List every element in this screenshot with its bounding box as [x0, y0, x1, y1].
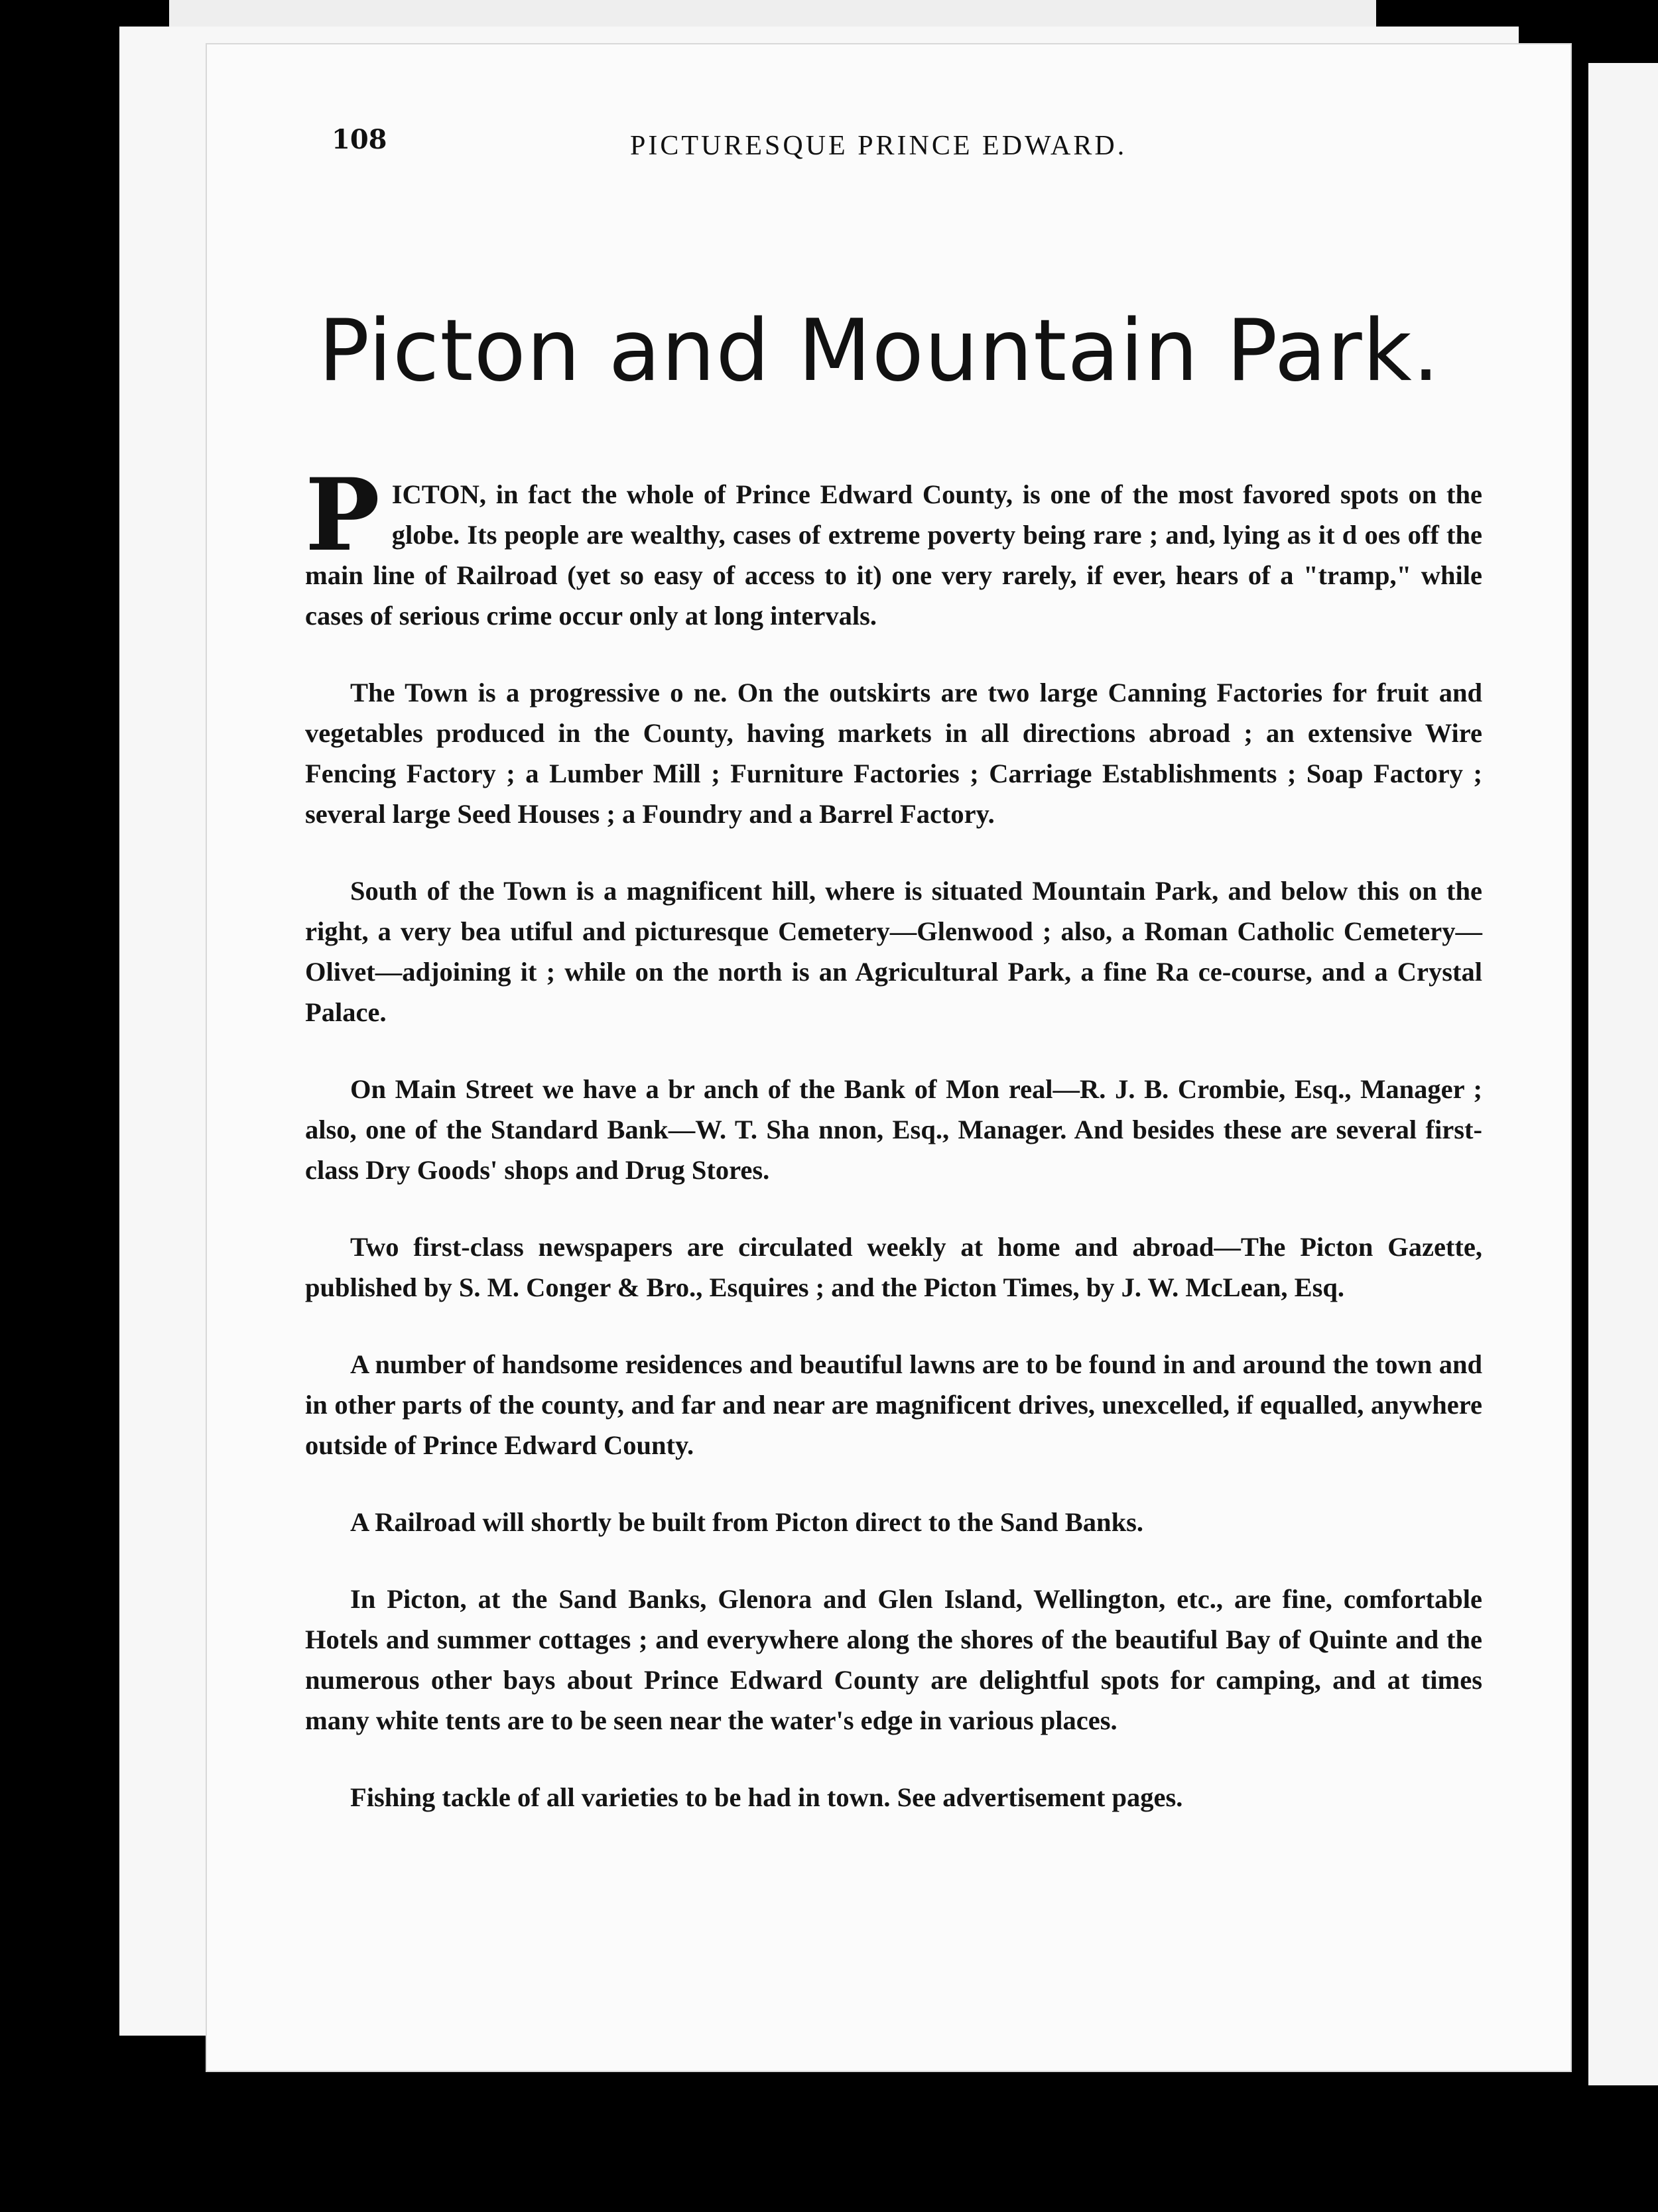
paragraph-9: Fishing tackle of all varieties to be had in town. See advertisement pages. [350, 1782, 1183, 1812]
article-body [305, 457, 1482, 1854]
drop-cap: P [305, 457, 380, 574]
paragraph-3: South of the Town is a magnificent hill, where is situated Mountain Park, and below this on the right, a very bea utiful and picturesque Cemetery—Glenwood ; also, a Roman Catholic Cemetery—Olivet—adjoining it ; while on the north is an Agricultural Park, a fine Ra ce-course, and a Crystal Palace. [305, 876, 1482, 1027]
facing-page-edge [1588, 63, 1658, 2085]
paragraph-5: Two first-class newspapers are circulated weekly at home and abroad—The Picton Gazette, published by S. M. Conger & Bro., Esquires ; and the Picton Times, by J. W. McLean, Esq. [305, 1232, 1482, 1302]
paragraph-2: The Town is a progressive o ne. On the outskirts are two large Canning Factories for fruit and vegetables produced in the County, having markets in all directions abroad ; an extensive Wire Fencing Factory ; a Lumber Mill ; Furniture Factories ; Carriage Establishments ; Soap Factory ; several large Seed Houses ; a Foundry and a Barrel Factory. [305, 678, 1482, 829]
paragraph-4: On Main Street we have a br anch of the Bank of Mon real—R. J. B. Crombie, Esq., Manager ; also, one of the Standard Bank—W. T. Sha nnon, Esq., Manager. And besides these are several first-class Dry Goods' shops and Drug Stores. [305, 1074, 1482, 1185]
paragraph-1-text: in fact the whole of Prince Edward County, is one of the most favored spots on the globe. Its people are wealthy, cases of extreme poverty being rare ; and, lying as it d oes off the main line of Railroad (yet so easy of access to it) one very rarely, if ever, hears of a "tramp," while cases of serious crime occur only at long intervals. [305, 479, 1482, 631]
article-title: Picton and Mountain Park. [318, 302, 1440, 400]
running-head: PICTURESQUE PRINCE EDWARD. [630, 131, 1127, 161]
paragraph-7: A Railroad will shortly be built from Picton direct to the Sand Banks. [350, 1507, 1143, 1537]
first-word: ICTON, [391, 479, 486, 509]
paragraph-1 [305, 457, 1482, 636]
page-number: 108 [332, 124, 387, 155]
paragraph-6: A number of handsome residences and beautiful lawns are to be found in and around the town and in other parts of the county, and far and near are magnificent drives, unexcelled, if equalled, anywhere outside of Prince Edward County. [305, 1349, 1482, 1460]
paragraph-8: In Picton, at the Sand Banks, Glenora and Glen Island, Wellington, etc., are fine, comfortable Hotels and summer cottages ; and everywhere along the shores of the beautiful Bay of Quinte and the numerous other bays about Prince Edward County are delightful spots for camping, and at times many white tents are to be seen near the water's edge in various places. [305, 1584, 1482, 1735]
